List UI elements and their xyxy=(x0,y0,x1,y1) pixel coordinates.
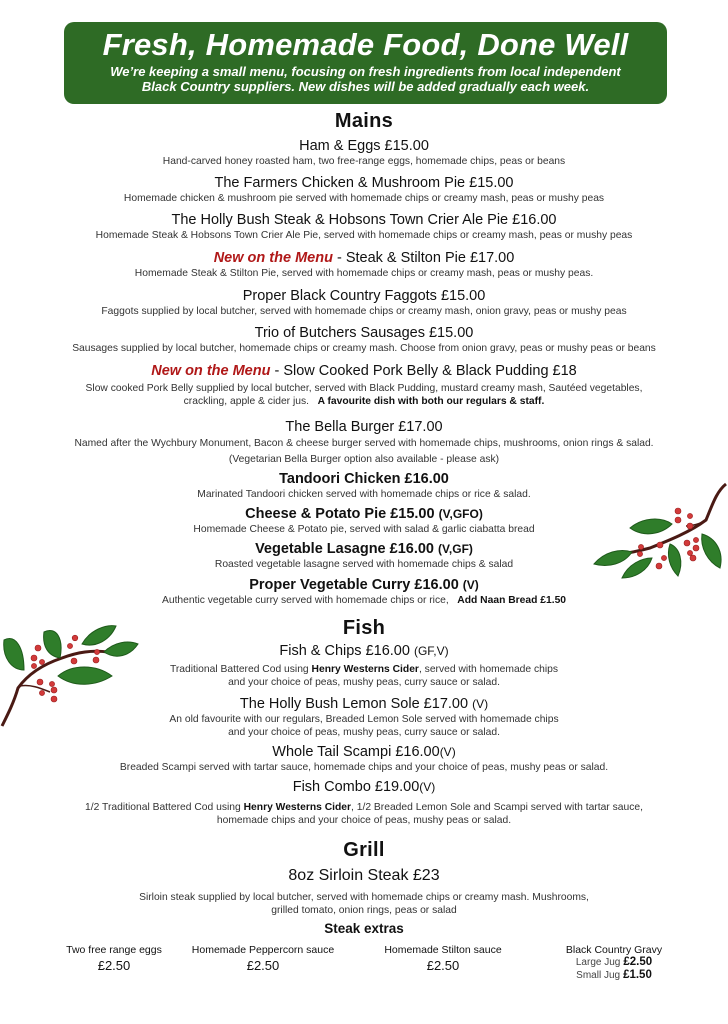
item-desc: Marinated Tandoori chicken served with homemade chips or rice & salad. xyxy=(197,489,531,500)
holly-decoration-icon xyxy=(0,618,140,730)
holly-decoration-icon xyxy=(590,478,728,588)
menu-item xyxy=(0,362,728,408)
gravy-option xyxy=(552,969,676,982)
item-desc-line: and your choice of peas, mushy peas, curry sauce or salad. xyxy=(228,677,500,688)
gravy-price: £2.50 xyxy=(623,956,653,968)
section-title-fish: Fish xyxy=(342,617,386,639)
dietary-tag: (V,GFO) xyxy=(438,507,483,521)
item-title xyxy=(0,743,728,761)
menu-item xyxy=(0,174,728,205)
menu-item xyxy=(0,418,728,466)
dietary-tag: (V) xyxy=(472,697,489,711)
item-desc xyxy=(0,801,728,827)
desc-highlight: Henry Westerns Cider xyxy=(311,664,419,675)
item-name: Fish & Chips £16.00 xyxy=(279,643,410,659)
gravy-label: Black Country Gravy xyxy=(565,944,663,956)
desc-text: 1/2 Traditional Battered Cod using xyxy=(85,802,241,813)
extra-price: £2.50 xyxy=(246,958,280,973)
menu-item xyxy=(0,137,728,168)
gravy-size: Small Jug xyxy=(576,970,621,981)
item-desc xyxy=(0,382,728,408)
desc-text: Traditional Battered Cod using xyxy=(169,664,309,675)
steak-extras-heading xyxy=(0,920,728,938)
item-desc-line: and your choice of peas, mushy peas, curry sauce or salad. xyxy=(228,727,500,738)
item-title: Trio of Butchers Sausages £15.00 xyxy=(254,325,474,341)
menu-item xyxy=(0,249,728,280)
extra-item xyxy=(180,944,346,973)
dietary-tag: (V) xyxy=(462,578,479,592)
banner-subtitle xyxy=(64,64,667,94)
menu-item xyxy=(0,866,728,917)
menu-item xyxy=(0,287,728,318)
gravy-size: Large Jug xyxy=(575,957,621,968)
item-desc: Named after the Wychbury Monument, Bacon & cheese burger served with homemade chips, mushrooms, onion rings & salad. xyxy=(74,438,654,449)
item-desc xyxy=(0,594,728,607)
extra-item xyxy=(52,944,176,973)
extra-item xyxy=(368,944,518,973)
item-name: The Holly Bush Lemon Sole £17.00 xyxy=(239,696,469,712)
header-banner xyxy=(64,22,667,104)
menu-item xyxy=(0,324,728,355)
steak-extras-list xyxy=(0,944,728,984)
extra-price: £2.50 xyxy=(426,958,460,973)
item-name: Whole Tail Scampi £16.00 xyxy=(272,744,440,760)
item-desc-line xyxy=(0,395,728,408)
extra-label: Homemade Peppercorn sauce xyxy=(191,944,335,956)
gravy-extra xyxy=(552,944,676,982)
item-desc: Hand-carved honey roasted ham, two free-range eggs, homemade chips, peas or beans xyxy=(162,156,566,167)
menu-item xyxy=(0,743,728,774)
desc-highlight: Henry Westerns Cider xyxy=(243,802,352,813)
item-title: 8oz Sirloin Steak £23 xyxy=(288,867,440,884)
item-desc-line: Slow cooked Pork Belly supplied by local butcher, served with Black Pudding, mustard creamy mash, Sautéed vegetables, xyxy=(85,383,643,394)
new-on-menu-label: New on the Menu xyxy=(213,250,333,266)
item-desc xyxy=(0,891,728,917)
item-title xyxy=(0,362,728,380)
item-desc: Homemade Steak & Hobsons Town Crier Ale Pie, served with homemade chips or creamy mash, peas or mushy peas xyxy=(95,230,633,241)
extra-price: £2.50 xyxy=(97,958,131,973)
item-desc: Homemade Steak & Stilton Pie, served with homemade chips or creamy mash, peas or mushy peas. xyxy=(134,268,594,279)
item-name: Cheese & Potato Pie £15.00 xyxy=(245,506,435,522)
item-title xyxy=(0,778,728,796)
extra-label: Two free range eggs xyxy=(66,944,162,956)
dietary-tag: (GF,V) xyxy=(413,644,449,658)
banner-subtitle-line: Black Country suppliers. New dishes will be added gradually each week. xyxy=(141,79,590,94)
item-title: The Holly Bush Steak & Hobsons Town Crier Ale Pie £16.00 xyxy=(171,212,557,228)
item-note: (Vegetarian Bella Burger option also available - please ask) xyxy=(228,454,500,465)
desc-text: Authentic vegetable curry served with homemade chips or rice, xyxy=(161,595,449,606)
desc-highlight: Add Naan Bread £1.50 xyxy=(457,595,567,606)
item-name: Fish Combo £19.00 xyxy=(292,779,420,795)
item-name: - Slow Cooked Pork Belly & Black Pudding £18 xyxy=(270,363,577,379)
item-title xyxy=(0,249,728,267)
banner-title: Fresh, Homemade Food, Done Well xyxy=(102,27,629,62)
item-desc: Sausages supplied by local butcher, homemade chips or creamy mash. Choose from onion gravy, peas or mushy peas or beans xyxy=(72,343,656,354)
item-desc-line: An old favourite with our regulars, Breaded Lemon Sole served with homemade chips xyxy=(169,714,559,725)
item-title: The Bella Burger £17.00 xyxy=(285,419,443,435)
new-on-menu-label: New on the Menu xyxy=(151,363,271,379)
steak-extras-title: Steak extras xyxy=(324,921,404,936)
item-name: Vegetable Lasagne £16.00 xyxy=(255,541,434,557)
menu-item xyxy=(0,211,728,242)
item-desc: Roasted vegetable lasagne served with homemade chips & salad xyxy=(214,559,514,570)
banner-subtitle-line: We’re keeping a small menu, focusing on fresh ingredients from local independent xyxy=(110,64,621,79)
item-title: Tandoori Chicken £16.00 xyxy=(279,471,449,487)
menu-item xyxy=(0,778,728,827)
dietary-tag: (V,GF) xyxy=(438,542,473,556)
dietary-tag: (V) xyxy=(419,780,436,794)
desc-text: , 1/2 Breaded Lemon Sole and Scampi served with tartar sauce, xyxy=(351,802,643,813)
section-title-grill: Grill xyxy=(343,839,385,861)
extra-label: Homemade Stilton sauce xyxy=(384,944,502,956)
item-desc: Homemade Cheese & Potato pie, served with salad & garlic ciabatta bread xyxy=(193,524,535,535)
section-title-mains: Mains xyxy=(334,110,394,132)
item-desc: Homemade chicken & mushroom pie served with homemade chips or creamy mash, peas or mushy peas xyxy=(123,193,605,204)
item-desc-line: grilled tomato, onion rings, peas or salad xyxy=(271,905,457,916)
dietary-tag: (V) xyxy=(439,745,456,759)
desc-highlight: A favourite dish with both our regulars & staff. xyxy=(317,396,545,407)
item-name: Proper Vegetable Curry £16.00 xyxy=(249,577,459,593)
item-title: Proper Black Country Faggots £15.00 xyxy=(242,288,486,304)
item-desc-line: homemade chips and your choice of peas, mushy peas or salad. xyxy=(216,815,512,826)
item-desc-line: Sirloin steak supplied by local butcher, served with homemade chips or creamy mash. Mushrooms, xyxy=(139,892,589,903)
item-desc: Breaded Scampi served with tartar sauce, homemade chips and your choice of peas, mushy peas or salad. xyxy=(119,762,609,773)
item-title: The Farmers Chicken & Mushroom Pie £15.00 xyxy=(214,175,514,191)
item-title: Ham & Eggs £15.00 xyxy=(299,138,429,154)
item-desc: Faggots supplied by local butcher, served with homemade chips or creamy mash, onion gravy, peas or mushy peas xyxy=(101,306,627,317)
gravy-price: £1.50 xyxy=(623,969,652,981)
item-name: - Steak & Stilton Pie £17.00 xyxy=(332,250,515,266)
desc-text: crackling, apple & cider jus. xyxy=(183,396,309,407)
item-desc-line xyxy=(0,801,728,814)
gravy-option xyxy=(552,956,676,969)
desc-text: , served with homemade chips xyxy=(418,664,559,675)
